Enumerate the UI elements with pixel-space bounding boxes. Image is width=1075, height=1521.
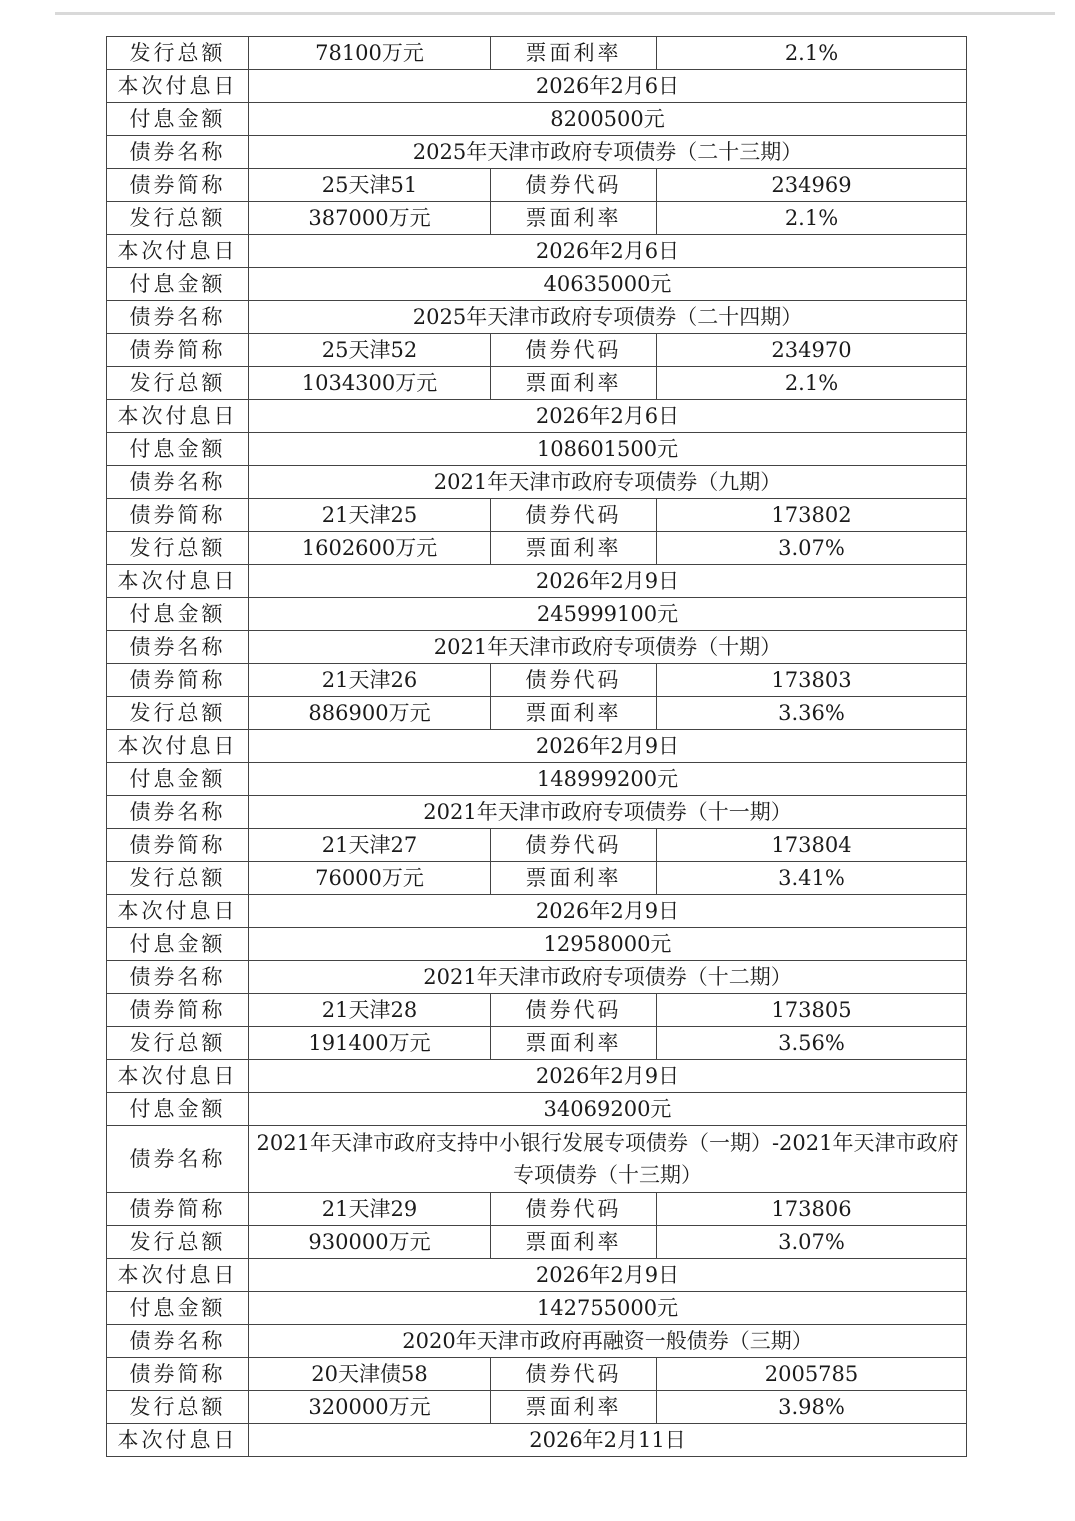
paydate-value: 2026年2月9日 [249, 730, 967, 763]
label-cell: 票面利率 [491, 532, 657, 565]
table-row [107, 202, 967, 235]
bond-name-value: 2021年天津市政府专项债券（九期） [249, 466, 967, 499]
total-value: 191400万元 [249, 1027, 491, 1060]
label-cell: 本次付息日 [107, 730, 249, 763]
label-cell: 发行总额 [107, 37, 249, 70]
label-cell: 发行总额 [107, 697, 249, 730]
payamount-value: 8200500元 [249, 103, 967, 136]
table-row [107, 565, 967, 598]
label-cell: 发行总额 [107, 1226, 249, 1259]
label-cell: 债券简称 [107, 169, 249, 202]
label-cell: 付息金额 [107, 928, 249, 961]
bond-short-value: 21天津26 [249, 664, 491, 697]
label-cell: 债券简称 [107, 1193, 249, 1226]
table-row [107, 532, 967, 565]
label-cell: 债券代码 [491, 994, 657, 1027]
total-value: 1034300万元 [249, 367, 491, 400]
table-row [107, 70, 967, 103]
table-row [107, 268, 967, 301]
label-cell: 债券名称 [107, 796, 249, 829]
label-cell: 债券名称 [107, 1325, 249, 1358]
label-cell: 债券简称 [107, 1358, 249, 1391]
bond-code-value: 173806 [657, 1193, 967, 1226]
table-row [107, 1391, 967, 1424]
label-cell: 债券名称 [107, 301, 249, 334]
label-cell: 票面利率 [491, 862, 657, 895]
paydate-value: 2026年2月6日 [249, 235, 967, 268]
table-row [107, 466, 967, 499]
total-value: 76000万元 [249, 862, 491, 895]
label-cell: 票面利率 [491, 1391, 657, 1424]
label-cell: 债券名称 [107, 631, 249, 664]
label-cell: 债券代码 [491, 1358, 657, 1391]
bond-code-value: 234969 [657, 169, 967, 202]
rate-value: 3.07% [657, 532, 967, 565]
label-cell: 债券名称 [107, 961, 249, 994]
label-cell: 付息金额 [107, 598, 249, 631]
label-cell: 付息金额 [107, 268, 249, 301]
label-cell: 债券简称 [107, 994, 249, 1027]
table-row [107, 598, 967, 631]
table-row [107, 763, 967, 796]
payamount-value: 40635000元 [249, 268, 967, 301]
label-cell: 发行总额 [107, 367, 249, 400]
rate-value: 2.1% [657, 202, 967, 235]
table-row [107, 301, 967, 334]
label-cell: 付息金额 [107, 1292, 249, 1325]
label-cell: 债券代码 [491, 169, 657, 202]
bond-code-value: 173805 [657, 994, 967, 1027]
table-row [107, 499, 967, 532]
bond-name-value: 2021年天津市政府支持中小银行发展专项债券（一期）-2021年天津市政府专项债券（十三期） [249, 1126, 967, 1193]
label-cell: 债券简称 [107, 499, 249, 532]
total-value: 1602600万元 [249, 532, 491, 565]
label-cell: 债券名称 [107, 1126, 249, 1193]
paydate-value: 2026年2月6日 [249, 400, 967, 433]
table-body [107, 37, 967, 1457]
payamount-value: 34069200元 [249, 1093, 967, 1126]
bond-code-value: 173804 [657, 829, 967, 862]
table-row [107, 829, 967, 862]
total-value: 78100万元 [249, 37, 491, 70]
bond-code-value: 173803 [657, 664, 967, 697]
scan-edge-line [55, 12, 1055, 15]
label-cell: 本次付息日 [107, 235, 249, 268]
bond-code-value: 2005785 [657, 1358, 967, 1391]
payamount-value: 108601500元 [249, 433, 967, 466]
label-cell: 付息金额 [107, 1093, 249, 1126]
bond-short-value: 21天津27 [249, 829, 491, 862]
payamount-value: 12958000元 [249, 928, 967, 961]
label-cell: 发行总额 [107, 532, 249, 565]
label-cell: 债券简称 [107, 334, 249, 367]
label-cell: 本次付息日 [107, 1060, 249, 1093]
table-row [107, 103, 967, 136]
table-row [107, 1093, 967, 1126]
table-row [107, 1358, 967, 1391]
bond-short-value: 21天津28 [249, 994, 491, 1027]
rate-value: 2.1% [657, 367, 967, 400]
label-cell: 债券代码 [491, 664, 657, 697]
table-row [107, 1193, 967, 1226]
rate-value: 3.07% [657, 1226, 967, 1259]
table-row [107, 631, 967, 664]
table-row [107, 664, 967, 697]
label-cell: 票面利率 [491, 1027, 657, 1060]
table-row [107, 796, 967, 829]
label-cell: 发行总额 [107, 1391, 249, 1424]
total-value: 886900万元 [249, 697, 491, 730]
rate-value: 2.1% [657, 37, 967, 70]
bond-code-value: 173802 [657, 499, 967, 532]
bond-short-value: 21天津29 [249, 1193, 491, 1226]
table-row [107, 862, 967, 895]
paydate-value: 2026年2月6日 [249, 70, 967, 103]
label-cell: 发行总额 [107, 1027, 249, 1060]
table-row [107, 334, 967, 367]
table-row [107, 400, 967, 433]
rate-value: 3.36% [657, 697, 967, 730]
table-row [107, 697, 967, 730]
label-cell: 付息金额 [107, 433, 249, 466]
table-row [107, 235, 967, 268]
total-value: 320000万元 [249, 1391, 491, 1424]
label-cell: 发行总额 [107, 202, 249, 235]
rate-value: 3.98% [657, 1391, 967, 1424]
label-cell: 债券名称 [107, 466, 249, 499]
label-cell: 票面利率 [491, 367, 657, 400]
label-cell: 债券代码 [491, 334, 657, 367]
label-cell: 本次付息日 [107, 1259, 249, 1292]
label-cell: 本次付息日 [107, 565, 249, 598]
label-cell: 本次付息日 [107, 400, 249, 433]
payamount-value: 142755000元 [249, 1292, 967, 1325]
bond-name-value: 2021年天津市政府专项债券（十期） [249, 631, 967, 664]
label-cell: 债券代码 [491, 499, 657, 532]
label-cell: 本次付息日 [107, 70, 249, 103]
table-row [107, 1259, 967, 1292]
table-row [107, 1226, 967, 1259]
label-cell: 票面利率 [491, 202, 657, 235]
total-value: 930000万元 [249, 1226, 491, 1259]
table-row [107, 1060, 967, 1093]
table-row [107, 928, 967, 961]
table-row [107, 994, 967, 1027]
table-row [107, 433, 967, 466]
label-cell: 本次付息日 [107, 895, 249, 928]
label-cell: 债券代码 [491, 1193, 657, 1226]
paydate-value: 2026年2月9日 [249, 565, 967, 598]
label-cell: 票面利率 [491, 37, 657, 70]
bond-short-value: 20天津债58 [249, 1358, 491, 1391]
table-row [107, 1292, 967, 1325]
table-row [107, 37, 967, 70]
table-row [107, 1424, 967, 1457]
bond-code-value: 234970 [657, 334, 967, 367]
rate-value: 3.56% [657, 1027, 967, 1060]
table-row [107, 1126, 967, 1193]
label-cell: 发行总额 [107, 862, 249, 895]
bond-name-value: 2021年天津市政府专项债券（十二期） [249, 961, 967, 994]
label-cell: 债券名称 [107, 136, 249, 169]
paydate-value: 2026年2月9日 [249, 895, 967, 928]
bond-name-value: 2020年天津市政府再融资一般债券（三期） [249, 1325, 967, 1358]
label-cell: 票面利率 [491, 1226, 657, 1259]
label-cell: 票面利率 [491, 697, 657, 730]
label-cell: 债券代码 [491, 829, 657, 862]
table-row [107, 136, 967, 169]
paydate-value: 2026年2月11日 [249, 1424, 967, 1457]
rate-value: 3.41% [657, 862, 967, 895]
table-row [107, 367, 967, 400]
label-cell: 付息金额 [107, 763, 249, 796]
bond-interest-table [106, 36, 967, 1457]
payamount-value: 148999200元 [249, 763, 967, 796]
label-cell: 付息金额 [107, 103, 249, 136]
bond-short-value: 25天津51 [249, 169, 491, 202]
payamount-value: 245999100元 [249, 598, 967, 631]
bond-name-value: 2021年天津市政府专项债券（十一期） [249, 796, 967, 829]
bond-short-value: 25天津52 [249, 334, 491, 367]
table-row [107, 1325, 967, 1358]
bond-short-value: 21天津25 [249, 499, 491, 532]
table-row [107, 895, 967, 928]
table-row [107, 169, 967, 202]
bond-name-value: 2025年天津市政府专项债券（二十四期） [249, 301, 967, 334]
paydate-value: 2026年2月9日 [249, 1259, 967, 1292]
label-cell: 债券简称 [107, 664, 249, 697]
label-cell: 本次付息日 [107, 1424, 249, 1457]
bond-name-value: 2025年天津市政府专项债券（二十三期） [249, 136, 967, 169]
table-row [107, 1027, 967, 1060]
label-cell: 债券简称 [107, 829, 249, 862]
paydate-value: 2026年2月9日 [249, 1060, 967, 1093]
total-value: 387000万元 [249, 202, 491, 235]
table-row [107, 730, 967, 763]
table-row [107, 961, 967, 994]
